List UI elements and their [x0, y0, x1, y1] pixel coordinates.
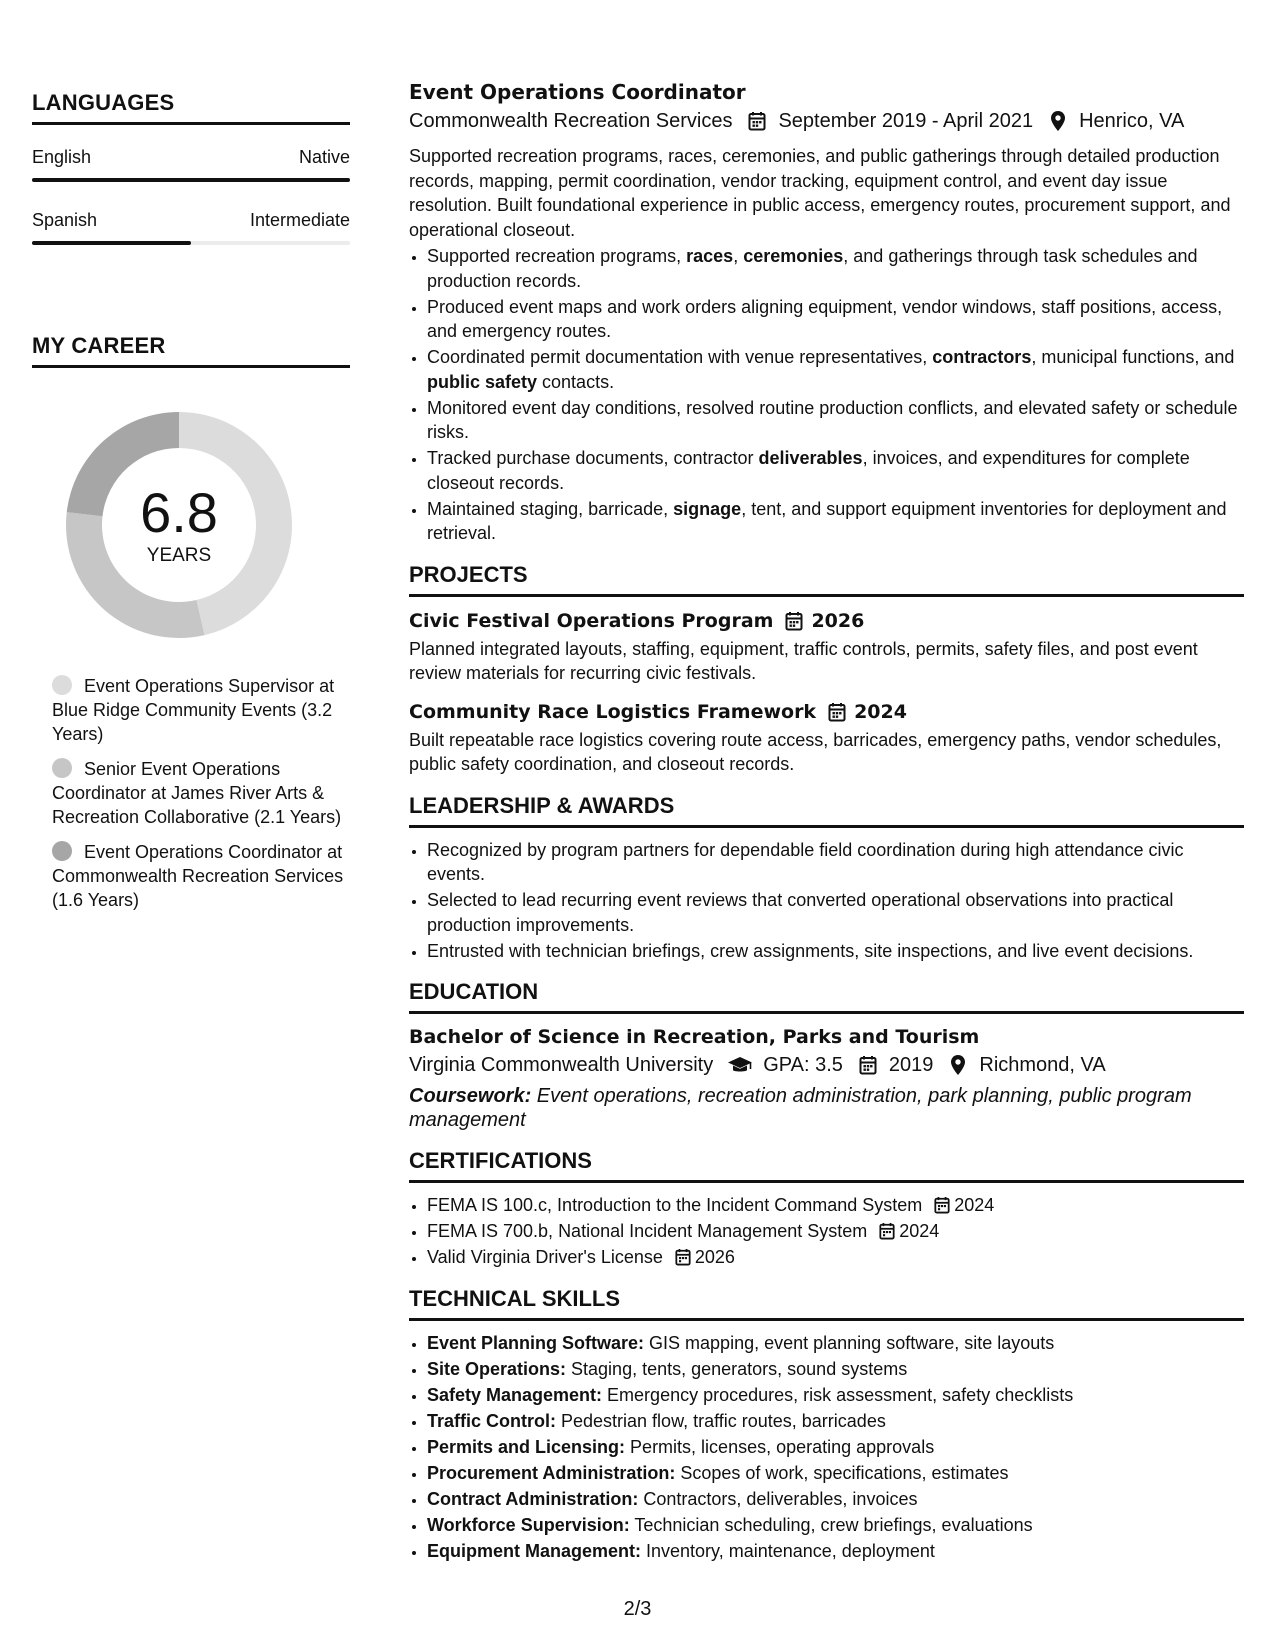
education-year: 2019	[888, 1054, 934, 1076]
project-description: Built repeatable race logistics covering route access, barricades, emergency paths, vendor schedules, public safety coordination, and closeout records.	[409, 729, 1222, 774]
career-years-label: YEARS	[146, 545, 212, 566]
project-description: Planned integrated layouts, staffing, equipment, traffic controls, permits, safety files, and post event review materials for recurring civic festivals.	[409, 638, 1198, 683]
certification-year: 2024	[899, 1221, 940, 1241]
job-bullet: • Produced event maps and work orders aligning equipment, vendor windows, staff positions, access, and emergency routes.	[427, 295, 1244, 344]
career-donut-chart	[66, 412, 292, 638]
location-pin-icon	[947, 1054, 969, 1076]
education-gpa: GPA: 3.5	[763, 1054, 843, 1076]
leadership-item: • Recognized by program partners for dependable field coordination during high attendance civic events.	[427, 838, 1244, 887]
job-company: Commonwealth Recreation Services	[409, 110, 733, 132]
job-meta	[409, 106, 1244, 136]
legend-dot	[52, 675, 72, 695]
legend-text: Senior Event Operations Coordinator at James River Arts & Recreation Collaborative (2.1 Years)	[52, 759, 342, 827]
donut-center	[66, 412, 292, 638]
certifications-heading: CERTIFICATIONS	[409, 1148, 1244, 1183]
certification-year: 2024	[954, 1195, 995, 1215]
legend-dot	[52, 841, 72, 861]
projects-heading: PROJECTS	[409, 562, 1244, 597]
certifications-list	[409, 1193, 1244, 1270]
certification-year: 2026	[694, 1247, 735, 1267]
leadership-item: • Entrusted with technician briefings, crew assignments, site inspections, and live event decisions.	[427, 939, 1244, 964]
leadership-heading: LEADERSHIP & AWARDS	[409, 793, 1244, 828]
skills-list	[409, 1331, 1244, 1564]
skill-item: • Permits and Licensing: Permits, licenses, operating approvals	[427, 1435, 1244, 1460]
education-school: Virginia Commonwealth University	[409, 1054, 714, 1076]
calendar-icon	[934, 1196, 950, 1214]
coursework-label: Coursework:	[409, 1085, 532, 1107]
right-column	[409, 78, 1244, 1565]
certification-name: FEMA IS 100.c, Introduction to the Incident Command System	[427, 1195, 923, 1215]
job-location: Henrico, VA	[1079, 110, 1185, 132]
calendar-icon	[675, 1248, 691, 1266]
education-coursework	[409, 1084, 1244, 1132]
legend-item	[52, 840, 350, 912]
project-year: 2024	[854, 700, 907, 723]
job-title: Event Operations Coordinator	[409, 80, 746, 104]
language-level: Intermediate	[249, 210, 350, 230]
job-bullets	[409, 244, 1244, 546]
education-heading: EDUCATION	[409, 979, 1244, 1014]
job-bullet: • Tracked purchase documents, contractor deliverables, invoices, and expenditures for complete closeout records.	[427, 446, 1244, 495]
skill-item: • Contract Administration: Contractors, deliverables, invoices	[427, 1487, 1244, 1512]
job-bullet: • Monitored event day conditions, resolved routine production conflicts, and elevated safety or schedule risks.	[427, 396, 1244, 445]
skill-item: • Workforce Supervision: Technician scheduling, crew briefings, evaluations	[427, 1513, 1244, 1538]
certification-name: FEMA IS 700.b, National Incident Management System	[427, 1221, 868, 1241]
legend-item	[52, 674, 350, 746]
language-name: English	[32, 147, 92, 167]
certification-item	[427, 1245, 1244, 1270]
graduation-cap-icon	[727, 1054, 753, 1076]
career-heading: MY CAREER	[32, 333, 350, 368]
language-name: Spanish	[32, 210, 98, 230]
language-bar	[32, 178, 350, 182]
career-total-years: 6.8	[140, 481, 218, 544]
legend-dot	[52, 758, 72, 778]
certification-name: Valid Virginia Driver's License	[427, 1247, 663, 1267]
skills-heading: TECHNICAL SKILLS	[409, 1286, 1244, 1321]
location-pin-icon	[1047, 110, 1069, 132]
leadership-item: • Selected to lead recurring event reviews that converted operational observations into practical production improvements.	[427, 888, 1244, 937]
job-dates: September 2019 - April 2021	[778, 110, 1034, 132]
job-summary: Supported recreation programs, races, ceremonies, and public gatherings through detailed production records, mapping, permit coordination, vendor tracking, equipment control, and event day issue resolution. Built foundational experience in public access, emergency routes, procurement support, and operational closeout.	[409, 146, 1231, 240]
languages-heading: LANGUAGES	[32, 90, 350, 125]
skill-item: • Traffic Control: Pedestrian flow, traffic routes, barricades	[427, 1409, 1244, 1434]
language-bar-fill	[32, 178, 350, 182]
skill-item: • Safety Management: Emergency procedures, risk assessment, safety checklists	[427, 1383, 1244, 1408]
job-bullet: • Coordinated permit documentation with venue representatives, contractors, municipal functions, and public safety contacts.	[427, 345, 1244, 394]
education-meta	[409, 1050, 1244, 1080]
project-year: 2026	[811, 609, 865, 632]
job-bullet: • Supported recreation programs, races, ceremonies, and gatherings through task schedules and production records.	[427, 244, 1244, 293]
leadership-list	[409, 838, 1244, 964]
language-item	[32, 210, 350, 245]
legend-item	[52, 757, 350, 829]
legend-text: Event Operations Coordinator at Commonwealth Recreation Services (1.6 Years)	[52, 842, 344, 910]
language-bar-fill	[32, 241, 191, 245]
language-item	[32, 147, 350, 182]
project-name: Community Race Logistics Framework	[409, 700, 817, 723]
education-location: Richmond, VA	[979, 1054, 1106, 1076]
certification-item	[427, 1193, 1244, 1218]
job-bullet: • Maintained staging, barricade, signage, tent, and support equipment inventories for deployment and retrieval.	[427, 497, 1244, 546]
education-degree: Bachelor of Science in Recreation, Parks and Tourism	[409, 1026, 980, 1048]
project-name: Civic Festival Operations Program	[409, 609, 774, 632]
calendar-icon	[746, 110, 768, 132]
coursework-text: Event operations, recreation administration, park planning, public program management	[409, 1085, 1192, 1131]
skill-item: • Event Planning Software: GIS mapping, event planning software, site layouts	[427, 1331, 1244, 1356]
left-column	[32, 90, 350, 923]
project-item	[409, 607, 1244, 686]
certification-item	[427, 1219, 1244, 1244]
calendar-icon	[857, 1054, 879, 1076]
skill-item: • Equipment Management: Inventory, maintenance, deployment	[427, 1539, 1244, 1564]
calendar-icon	[828, 702, 846, 722]
legend-text: Event Operations Supervisor at Blue Ridge Community Events (3.2 Years)	[52, 676, 335, 744]
page-number: 2/3	[623, 1598, 652, 1620]
project-item	[409, 698, 1244, 777]
language-level: Native	[298, 147, 350, 167]
skill-item: • Procurement Administration: Scopes of work, specifications, estimates	[427, 1461, 1244, 1486]
skill-item: • Site Operations: Staging, tents, generators, sound systems	[427, 1357, 1244, 1382]
calendar-icon	[785, 611, 803, 631]
calendar-icon	[879, 1222, 895, 1240]
career-legend	[52, 674, 350, 912]
language-bar	[32, 241, 350, 245]
